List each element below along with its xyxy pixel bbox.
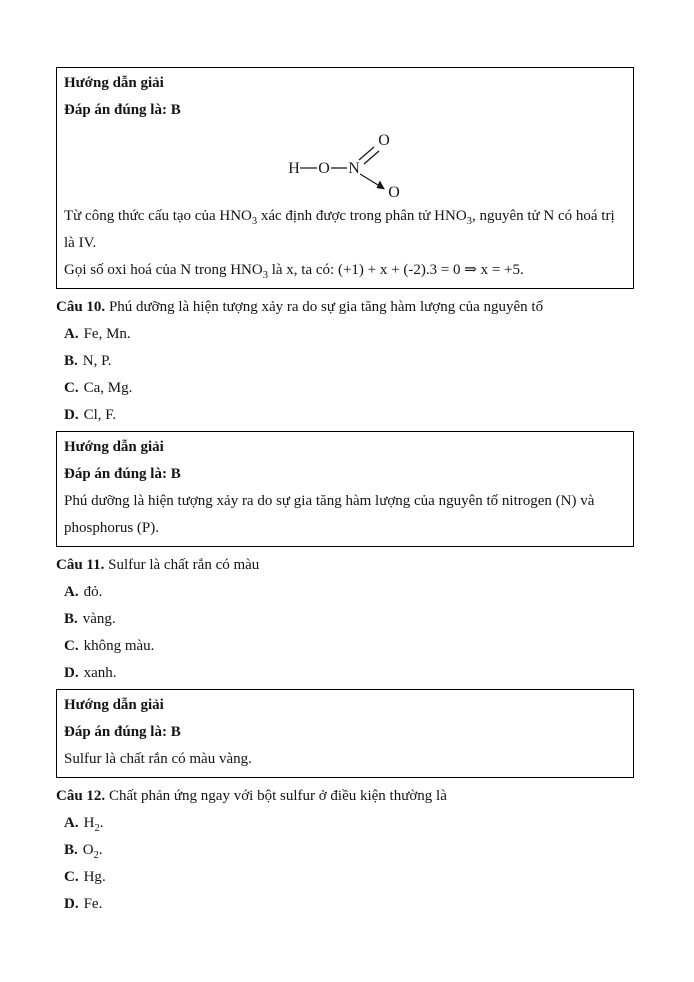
question-10-option-a — [56, 321, 636, 348]
solution-heading: Hướng dẫn giải — [64, 439, 164, 455]
option-letter: C. — [64, 638, 79, 654]
question-12-option-c — [56, 864, 636, 891]
atom-oxygen-top-label: O — [377, 132, 390, 149]
hno3-structure-diagram — [64, 126, 629, 200]
question-11-text: Sulfur là chất rắn có màu — [104, 557, 260, 573]
atom-nitrogen-label: N — [347, 160, 360, 177]
option-text: Fe, Mn. — [83, 326, 131, 342]
option-letter: D. — [64, 407, 79, 423]
question-11-number: Câu 11. — [56, 557, 105, 573]
solution-text: Từ công thức cấu tạo của HNO — [64, 208, 252, 224]
option-letter: B. — [64, 611, 78, 627]
solution-box-q9 — [56, 67, 634, 289]
subscript: 3 — [262, 270, 268, 281]
atom-oxygen-middle-label: O — [317, 160, 330, 177]
option-letter: A. — [64, 815, 79, 831]
solution-heading: Hướng dẫn giải — [64, 697, 164, 713]
question-10 — [56, 294, 636, 321]
option-letter: A. — [64, 326, 79, 342]
question-11-option-a — [56, 579, 636, 606]
question-12-option-a — [56, 810, 636, 837]
option-letter: C. — [64, 869, 79, 885]
question-12-option-b — [56, 837, 636, 864]
option-text: . — [99, 815, 104, 831]
question-11 — [56, 552, 636, 579]
option-letter: C. — [64, 380, 79, 396]
option-text: không màu. — [83, 638, 155, 654]
option-letter: B. — [64, 842, 78, 858]
option-text: . — [98, 842, 103, 858]
question-12-option-d — [56, 891, 636, 918]
bond-n-o-dative-arrow — [360, 174, 378, 185]
solution-box-q11 — [56, 689, 634, 778]
solution-box-q10 — [56, 431, 634, 547]
option-letter: D. — [64, 896, 79, 912]
option-formula: O — [82, 842, 94, 858]
question-10-option-d — [56, 402, 636, 429]
solution-text: , nguyên tử N có hoá trị là IV. — [64, 208, 615, 251]
solution-paragraph: Phú dưỡng là hiện tượng xảy ra do sự gia tăng hàm lượng của nguyên tố nitrogen (N) và phosphorus (P). — [64, 493, 595, 536]
option-text: đỏ. — [83, 584, 103, 600]
option-formula: H — [83, 815, 95, 831]
option-letter: B. — [64, 353, 78, 369]
option-text: . — [98, 896, 103, 912]
subscript: 3 — [251, 216, 258, 227]
option-text: Ca, Mg. — [83, 380, 133, 396]
subscript: 2 — [93, 850, 99, 861]
correct-answer-line: Đáp án đúng là: B — [64, 102, 181, 118]
correct-answer-line: Đáp án đúng là: B — [64, 724, 181, 740]
solution-text: xác định được trong phân tử HNO — [257, 208, 467, 224]
question-10-option-b — [56, 348, 636, 375]
solution-text: là x, ta có: (+1) + x + (-2).3 = 0 ⇒ x = +5. — [267, 262, 524, 278]
question-11-option-d — [56, 660, 636, 687]
question-11-option-c — [56, 633, 636, 660]
question-10-number: Câu 10. — [56, 299, 106, 315]
solution-paragraph: Sulfur là chất rắn có màu vàng. — [64, 751, 252, 767]
question-12-number: Câu 12. — [56, 788, 106, 804]
subscript: 2 — [94, 823, 100, 834]
option-text: vàng. — [82, 611, 116, 627]
option-text: N, P. — [82, 353, 112, 369]
question-10-text: Phú dưỡng là hiện tượng xảy ra do sự gia tăng hàm lượng của nguyên tố — [105, 299, 544, 315]
hno3-structural-formula-svg — [286, 127, 408, 199]
option-text: Cl, F. — [83, 407, 117, 423]
atom-oxygen-bottom-label: O — [387, 184, 400, 199]
atom-hydrogen-label: H — [287, 160, 300, 177]
question-12 — [56, 783, 636, 810]
question-11-option-b — [56, 606, 636, 633]
solution-text: Gọi số oxi hoá của N trong HNO — [64, 262, 263, 278]
option-letter: D. — [64, 665, 79, 681]
question-12-text: Chất phản ứng ngay với bột sulfur ở điều kiện thường là — [105, 788, 447, 804]
option-text: xanh. — [83, 665, 117, 681]
solution-heading: Hướng dẫn giải — [64, 75, 164, 91]
subscript: 3 — [466, 216, 472, 227]
option-formula: Hg — [83, 869, 102, 885]
option-letter: A. — [64, 584, 79, 600]
question-10-option-c — [56, 375, 636, 402]
correct-answer-line: Đáp án đúng là: B — [64, 466, 181, 482]
option-text: . — [101, 869, 106, 885]
option-formula: Fe — [83, 896, 99, 912]
solution-paragraph — [64, 203, 629, 257]
solution-paragraph — [64, 257, 629, 284]
